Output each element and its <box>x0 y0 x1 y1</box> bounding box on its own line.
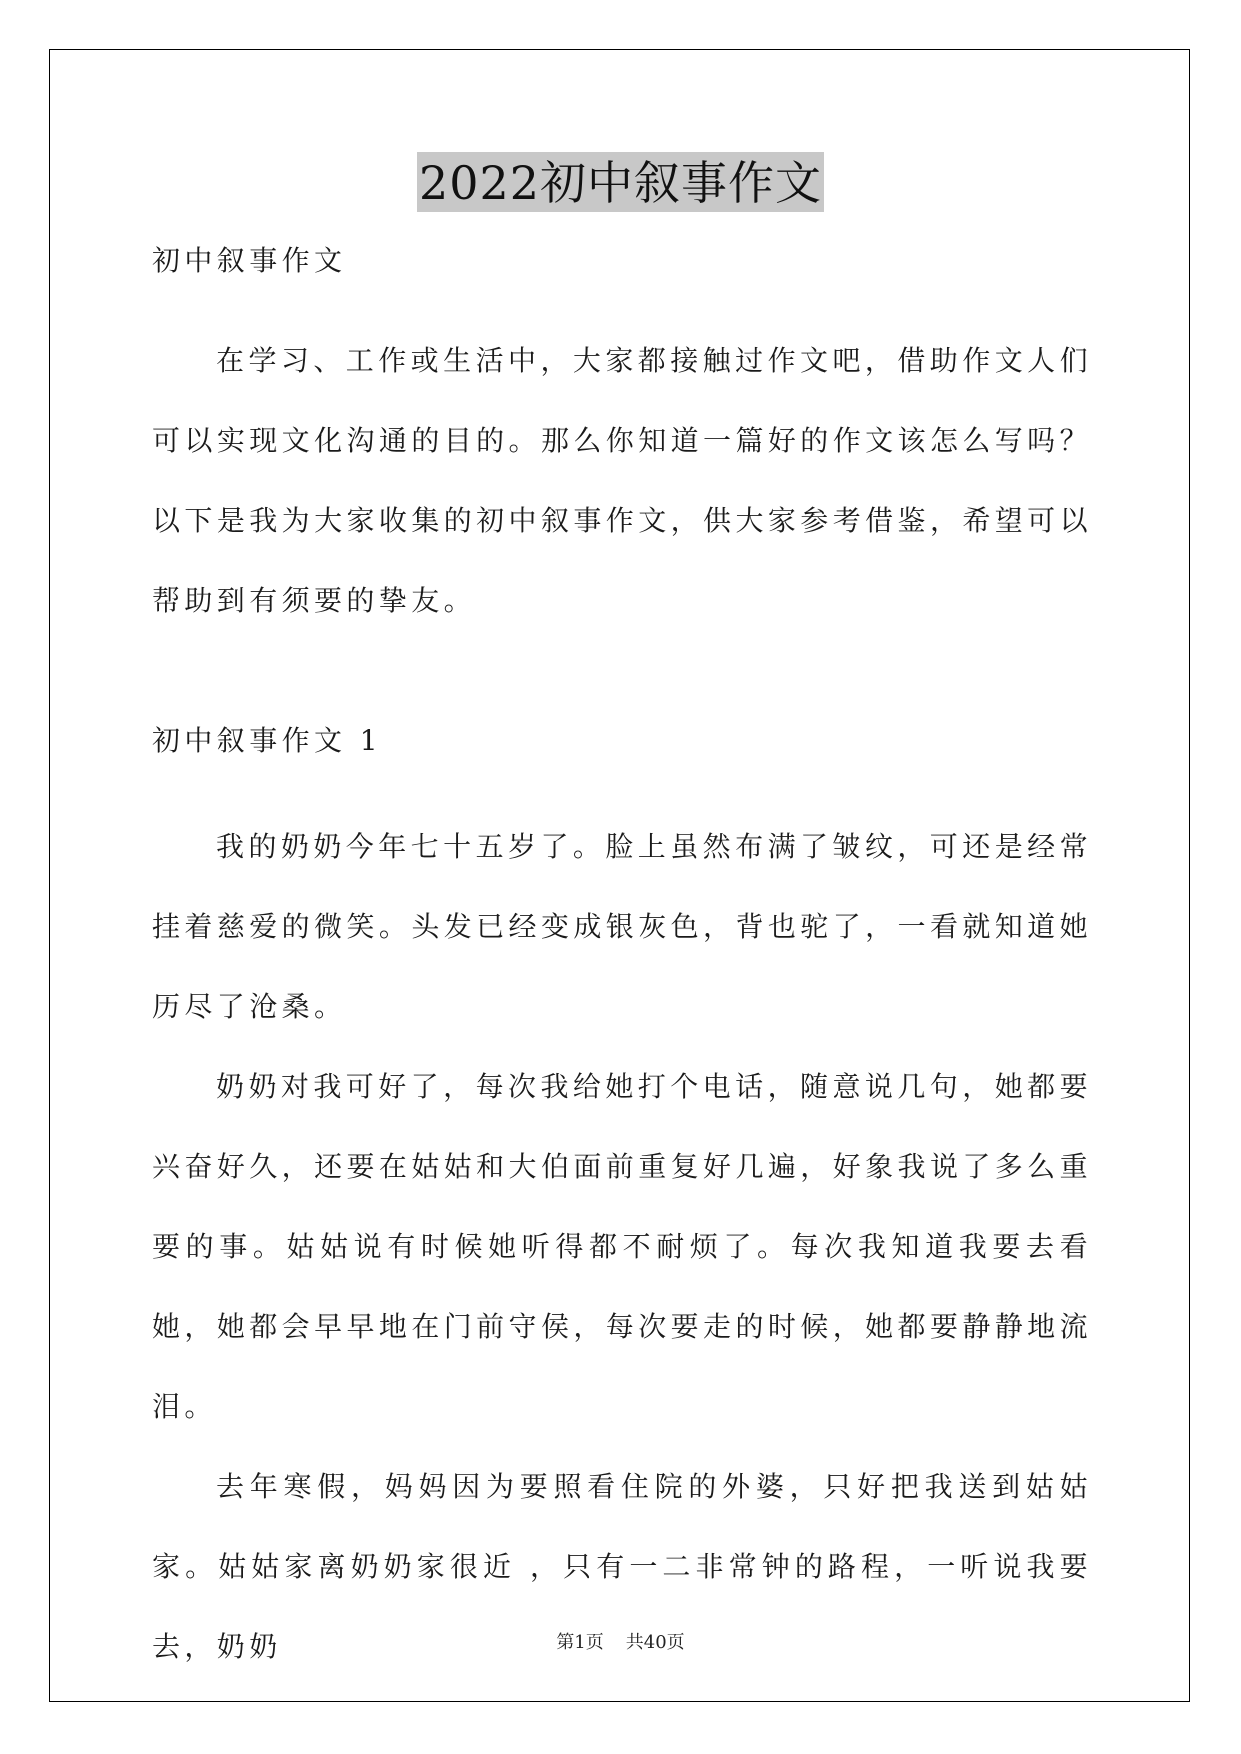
body-paragraph-3: 去年寒假，妈妈因为要照看住院的外婆，只好把我送到姑姑家。姑姑家离奶奶家很近 ，只有一二非常钟的路程，一听说我要去，奶奶 <box>152 1470 1092 1663</box>
body-paragraph-2: 奶奶对我可好了，每次我给她打个电话，随意说几句，她都要兴奋好久，还要在姑姑和大伯面前重复好几遍，好象我说了多么重要的事。姑姑说有时候她听得都不耐烦了。每次我知道我要去看她，她都会早早地在门前守侯，每次要走的时候，她都要静静地流泪。 <box>152 1070 1092 1423</box>
body-paragraph-1: 我的奶奶今年七十五岁了。脸上虽然布满了皱纹，可还是经常挂着慈爱的微笑。头发已经变成银灰色，背也驼了，一看就知道她历尽了沧桑。 <box>152 830 1092 1023</box>
document-body <box>152 235 1092 1687</box>
document-title: 2022初中叙事作文 <box>417 152 824 212</box>
section-heading: 初中叙事作文 1 <box>152 724 382 757</box>
page-total: 共40页 <box>625 1632 685 1653</box>
intro-heading: 初中叙事作文 <box>152 244 347 277</box>
page-number: 第1页 <box>556 1632 604 1653</box>
page-footer <box>0 1628 1241 1654</box>
title-container <box>0 152 1241 212</box>
intro-paragraph: 在学习、工作或生活中，大家都接触过作文吧，借助作文人们可以实现文化沟通的目的。那么你知道一篇好的作文该怎么写吗？以下是我为大家收集的初中叙事作文，供大家参考借鉴，希望可以帮助到有须要的挚友。 <box>152 344 1092 617</box>
